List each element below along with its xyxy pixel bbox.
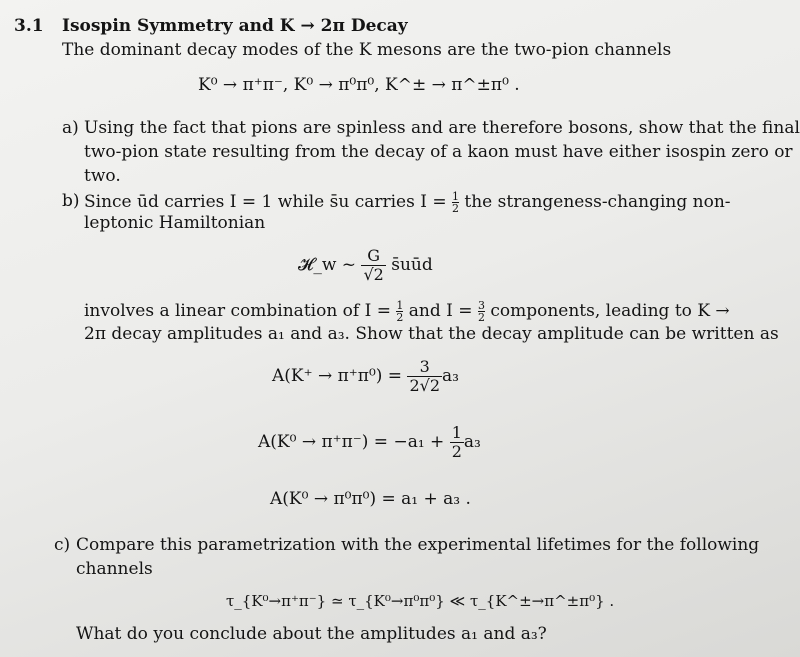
part-b-line-3 [84, 300, 730, 323]
problem-title: Isospin Symmetry and K → 2π Decay [62, 16, 408, 36]
part-a-line-3: two. [84, 166, 121, 186]
part-b-line-3-start: involves a linear combination of I = [84, 301, 391, 321]
eq2-rhs: a₃ [463, 432, 481, 452]
fraction-denominator: 2 [396, 311, 404, 324]
fraction-denominator: 2 [477, 311, 485, 324]
eq1-lhs: A(K⁺ → π⁺π⁰) = [272, 366, 403, 386]
part-b-line-1 [84, 191, 731, 214]
lifetime-relation: τ_{K⁰→π⁺π⁻} ≃ τ_{K⁰→π⁰π⁰} ≪ τ_{K^±→π^±π⁰} . [226, 592, 615, 610]
eq2-fraction [450, 424, 464, 461]
fraction-denominator: 2 [452, 202, 459, 215]
part-b-line-2: leptonic Hamiltonian [84, 213, 266, 233]
fraction-one-half [452, 191, 459, 214]
fraction-numerator: 1 [452, 190, 459, 203]
part-b-line-4: 2π decay amplitudes a₁ and a₃. Show that the decay amplitude can be written as [84, 324, 779, 344]
amplitude-equation-1 [272, 358, 459, 395]
decay-channels: K⁰ → π⁺π⁻, K⁰ → π⁰π⁰, K^± → π^±π⁰ . [198, 75, 520, 95]
fraction-numerator: 3 [407, 358, 442, 377]
fraction-numerator: 1 [451, 423, 462, 442]
part-b-line-3-end: components, leading to K → [490, 301, 730, 321]
part-b-line-1-end: the strangeness-changing non- [464, 192, 731, 212]
fraction-numerator: 3 [477, 299, 485, 312]
eq1-fraction [407, 358, 442, 395]
part-c-question: What do you conclude about the amplitudes a₁ and a₃? [76, 624, 547, 644]
part-a-line-2: two-pion state resulting from the decay of a kaon must have either isospin zero or [84, 142, 793, 162]
fraction-denominator: 2√2 [409, 376, 441, 395]
eq1-rhs: a₃ [442, 366, 459, 386]
part-a-line-1: Using the fact that pions are spinless and are therefore bosons, show that the final [84, 118, 800, 138]
part-c-line-2: channels [76, 559, 153, 579]
fraction-one-half [396, 300, 403, 323]
hamiltonian-equation [298, 247, 433, 284]
part-b-line-3-mid: and I = [408, 301, 473, 321]
fraction-numerator: G [361, 247, 385, 266]
hamiltonian-lhs: 𝓗_w ~ [298, 255, 357, 275]
fraction-denominator: √2 [363, 265, 384, 284]
part-b-label: b) [62, 191, 80, 211]
problem-intro: The dominant decay modes of the K mesons are the two-pion channels [62, 40, 672, 60]
eq2-lhs: A(K⁰ → π⁺π⁻) = −a₁ + [258, 432, 445, 452]
amplitude-equation-2 [258, 424, 481, 461]
part-b-line-1-start: Since ūd carries I = 1 while s̄u carries I = [84, 192, 447, 212]
part-c-label: c) [54, 535, 71, 555]
hamiltonian-rhs: s̄uūd [391, 255, 433, 275]
fraction-three-halves [478, 300, 485, 323]
part-a-label: a) [62, 118, 79, 138]
fraction-denominator: 2 [451, 442, 462, 461]
part-c-line-1: Compare this parametrization with the experimental lifetimes for the following [76, 535, 760, 555]
problem-number: 3.1 [14, 16, 44, 36]
fraction-numerator: 1 [396, 299, 404, 312]
hamiltonian-fraction [361, 247, 385, 284]
amplitude-equation-3: A(K⁰ → π⁰π⁰) = a₁ + a₃ . [270, 489, 471, 509]
